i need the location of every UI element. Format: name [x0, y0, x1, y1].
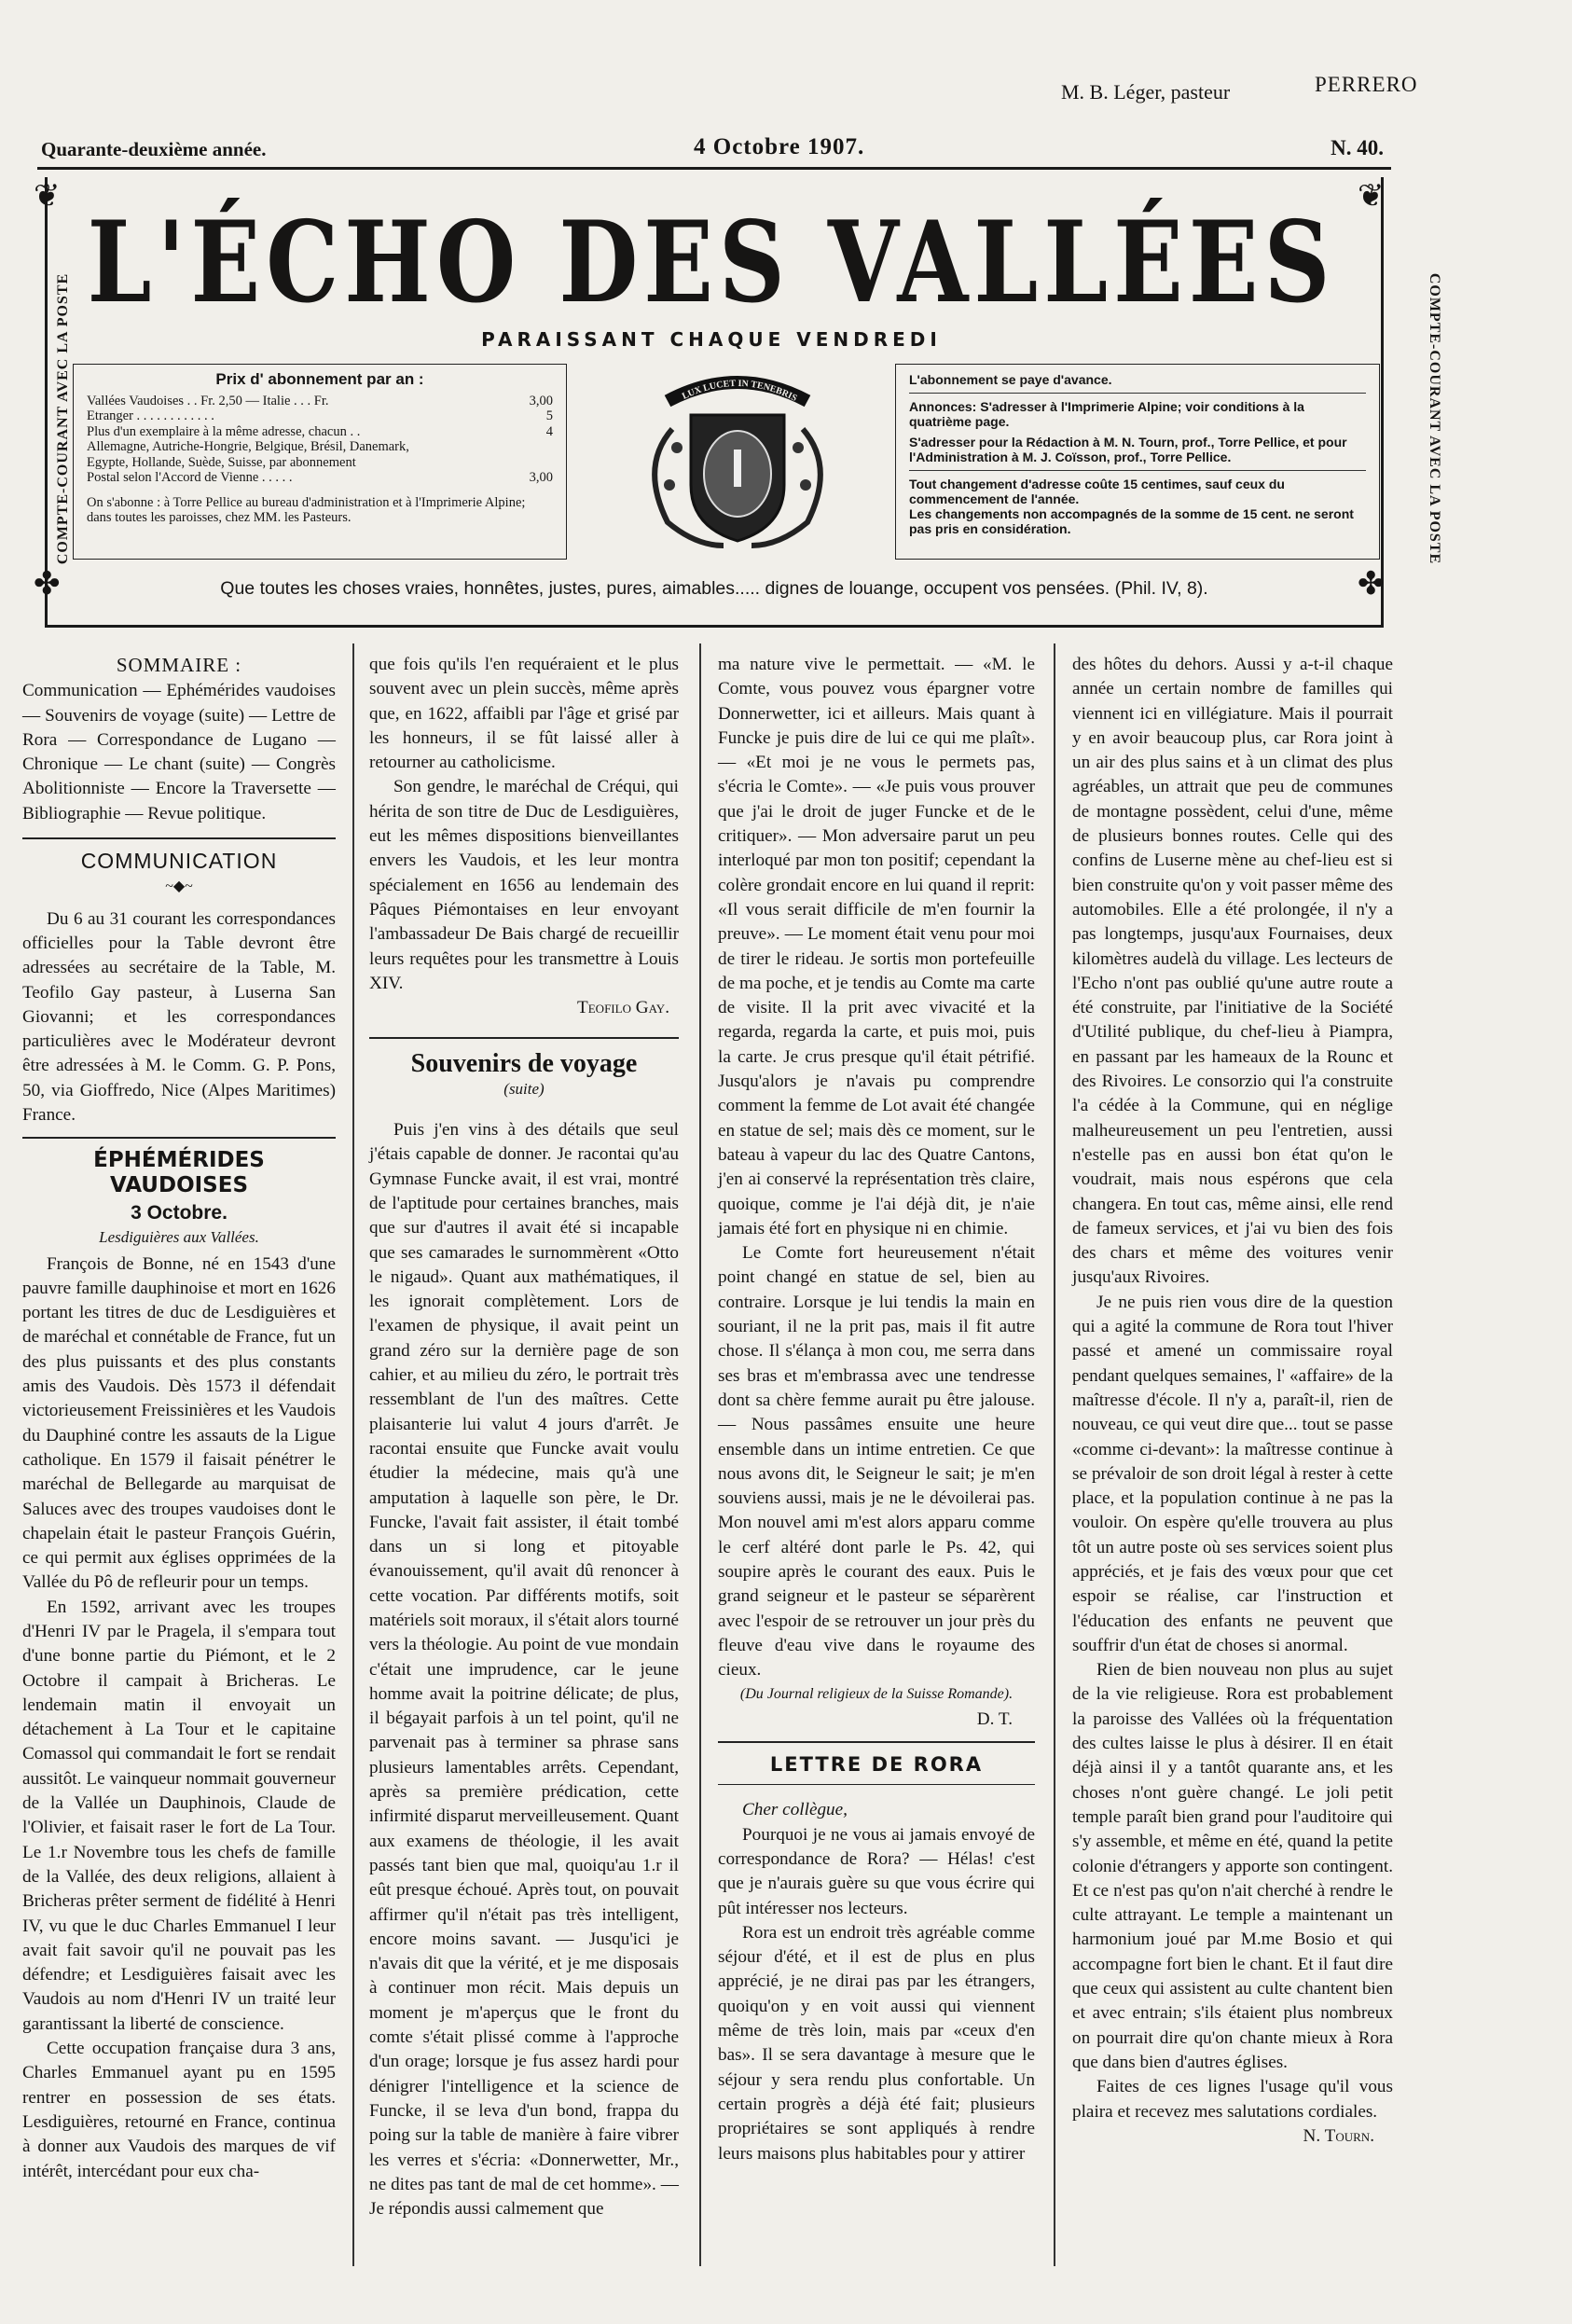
price-row: Postal selon l'Accord de Vienne . . . . . 3,00 [87, 470, 553, 485]
paragraph: Puis j'en vins à des détails que seul j'étais capable de donner. Je racontai qu'au Gymnase Funcke avait, il est vrai, montré de l'aptitude pour certaines branches, mais que sur d'autres il avait été si incapable que ses camarades le surnommèrent «Otto le nigaud». Quant aux mathématiques, il les ignorait complètement. Lors de l'examen de physique, il avait peint un grand zéro sur la dernière page de son cahier, et au milieu du zéro, le portrait très ressemblant de l'un des maîtres. Cette plaisanterie lui valut 4 jours d'arrêt. Je racontai ensuite que Funcke avait voulu étudier la médecine, mais qu'à une amputation à laquelle son père, le Dr. Funcke, l'avait fait assister, il était tombé dans un si long et pitoyable évanouissement, qu'il avait dû renoncer à cette vocation. Par différents motifs, soit matériels soit moraux, il s'était alors tourné vers la théologie. Au point de vue mondain c'était une imprudence, car le jeune homme avait la poitrine délicate; de plus, il bégayait parfois à un tel point, qu'il ne parvenait pas à terminer sa phrase sans plusieurs lamentables arrêts. Cependant, après sa première prédication, cette infirmité disparut merveilleusement. Quant aux examens de théologie, il les avait passés tant bien que mal, quoiqu'au 1.r il eût presque échoué. Après tout, on pouvait affirmer qu'il n'était pas très intelligent, encore moins savant. — Jusqu'ici je n'avais dit que la vérité, et je me disposais à continuer mon récit. Mais depuis un moment je m'aperçus que le front du comte s'était plissé comme à l'approche d'un orage; lorsque je fus assez hardi pour dénigrer l'intelligence et la science de Funcke, il se leva d'un bond, frappa du poing sur la table de manière à faire vibrer les verres et s'écria: «Donnerwetter, Mr., ne dites pas tant de mal de cet homme». — Je répondis aussi calmement que [369, 1120, 679, 2220]
sommaire-heading: SOMMAIRE : [116, 654, 242, 676]
column-4 [1072, 653, 1393, 2149]
corner-ornament-icon: ✤ [34, 567, 61, 602]
price-row: Etranger . . . . . . . . . . . . 5 [87, 408, 553, 423]
price-row: Vallées Vaudoises . . Fr. 2,50 — Italie . . . Fr. 3,00 [87, 393, 553, 408]
issue-year: Quarante-deuxième année. [41, 138, 267, 160]
communication-heading: COMMUNICATION [22, 837, 336, 873]
ornament-icon: ~◆~ [165, 878, 193, 895]
info-line: S'adresser pour la Rédaction à M. N. Tourn, prof., Torre Pellice, et pour l'Administration à M. J. Coïsson, prof., Torre Pellice. [909, 435, 1347, 464]
paragraph: Pourquoi je ne vous ai jamais envoyé de correspondance de Rora? — Hélas! c'est que je n'aurais guère su que vous écrire qui pût intéresser nos lecteurs. [718, 1824, 1035, 1918]
paragraph: Le Comte fort heureusement n'était point changé en statue de sel, bien au contraire. Lorsque je lui tendis la main en souriant, il ne la prit pas, mais il fit autre chose. Il s'élança à mon cou, me serra dans ses bras et m'embrassa avec une tendresse dont sa chère femme aurait pu être jalouse. — Nous passâmes ensuite une heure ensemble dans un intime entretien. Ce que nous avons dit, le Seigneur le sait; je m'en souviens aussi, mais je ne le dévoilerai pas. Mon nouvel ami m'est alors apparu comme le cerf altéré dont parle le Ps. 42, qui soupire après le courant des eaux. Puis le grand seigneur et le pasteur se séparèrent avec l'espoir de se retrouver un jour près du fleuve d'eau vive dans le royaume des cieux. [718, 1243, 1035, 1681]
corner-ornament-icon: ❦ [34, 179, 61, 214]
vaudois-emblem-icon [602, 364, 873, 560]
info-box [895, 364, 1380, 560]
paragraph: En 1592, arrivant avec les troupes d'Henri IV par le Pragela, il s'empara tout d'une bonne partie du Piémont, et le 2 Octobre il campait à Bricheras. Le lendemain matin il envoyait un détachement à La Tour et le capitaine Comassol qui commandait le fort se rendait aussitôt. Le vainqueur nommait gouverneur de la Vallée un Dauphinois, Claude de l'Olivier, et faisait raser le fort de La Tour. Le 1.r Novembre tous les chefs de famille de la Vallée, des deux religions, allaient à Bricheras prêter serment de fidélité à Henri IV, vu que le duc Charles Emmanuel I leur avait fait savoir qu'il ne pouvait pas les défendre; et Lesdiguières faisait avec les Vaudois au nom d'Henri IV un traité leur garantissant la liberté de conscience. [22, 1597, 336, 2034]
corner-ornament-icon: ❦ [1358, 179, 1385, 214]
emblem-motto: LUX LUCET IN TENEBRIS [680, 378, 799, 404]
column-rule [699, 643, 701, 2266]
subscription-places: On s'abonne : à Torre Pellice au bureau d'administration et à l'Imprimerie Alpine; dans toutes les paroisses, chez MM. les Pasteurs. [87, 494, 526, 525]
price-row: Plus d'un exemplaire à la même adresse, chacun . . 4 [87, 423, 553, 439]
subscription-header: Prix d' abonnement par an : [215, 370, 424, 388]
info-line: L'abonnement se paye d'avance. [909, 372, 1112, 387]
corner-ornament-icon: ✤ [1358, 567, 1385, 602]
masthead-motto: Que toutes les choses vraies, honnêtes, justes, pures, aimables..... dignes de louange, occupent vos pensées. (Phil. IV, 8). [220, 578, 1208, 599]
paragraph: Son gendre, le maréchal de Créqui, qui hérita de son titre de Duc de Lesdiguières, eut les mêmes dispositions bienveillantes envers les Vaudois, et les leur montra spécialement en 1656 au lendemain des Pâques Piémontaises en leur envoyant l'ambassadeur De Bais chargé de recueillir leurs requêtes pour les transmettre à Louis XIV. [369, 777, 679, 993]
info-line: Annonces: S'adresser à l'Imprimerie Alpine; voir conditions à la quatrième page. [909, 399, 1304, 429]
paragraph: ma nature vive le permettait. — «M. le Comte, vous pouvez vous épargner votre Donnerwetter, ici et ailleurs. Mais quant à Funcke je puis dire de lui ce qui me plaît». — «Et moi je ne vous le permets pas, s'écria le Comte». — «Je puis vous prouver que j'ai le droit de juger Funcke et de le critiquer». — Mon adversaire parut un peu interloqué par mon ton positif; cependant la colère grondait encore en lui quand il reprit: «Il vous serait difficile de m'en fournir la preuve». — Le moment était venu pour moi de tirer le rideau. Je sortis mon portefeuille de ma poche, et je tendis au Comte ma carte de visite. Il la prit avec vivacité et la regarda, regarda la carte, et puis moi, puis la carte. Je crus presque qu'il était pétrifié. Jusqu'alors je n'avais pu comprendre comment la femme de Lot avait été changée en statue de sel; mais dès ce moment, sur le bateau à vapeur du lac des Quatre Cantons, j'en ai conservé la représentation très claire, quoique, comme je l'ai déjà dit, je n'aie jamais été fort en physique ni en chimie. [718, 655, 1035, 1238]
handwritten-city: PERRERO [1315, 73, 1418, 96]
paragraph: Rora est un endroit très agréable comme séjour d'été, et il est de plus en plus apprécié, je ne dirai pas par les étrangers, quoiqu'on y en voit aussi qui viennent même de très loin, mais par «ceux d'en bas». Il se sera davantage à mesure que le séjour y sera rendu plus confortable. Un certain progrès a déjà été fait; plusieurs propriétaires se sont appliqués à rendre leurs maisons plus habitables pour y attirer [718, 1922, 1035, 2164]
source-note: (Du Journal religieux de la Suisse Romande). [739, 1686, 1014, 1703]
price-row: Allemagne, Autriche-Hongrie, Belgique, Brésil, Danemark, [87, 439, 409, 454]
issue-info-line [41, 131, 1384, 168]
price-row: Egypte, Hollande, Suède, Suisse, par abonnement [87, 454, 356, 470]
paragraph: François de Bonne, né en 1543 d'une pauvre famille dauphinoise et mort en 1626 portant les titres de duc de Lesdiguières et de maréchal et connétable de France, fut un des plus puissants et des plus constants amis des Vaudois. Dès 1573 il défendait victorieusement Freissinières et les Vaudois du Dauphiné contre les assauts de la Ligue catholique. En 1579 il faisait pénétrer le maréchal de Bellegarde au marquisat de Saluces avec des troupes vaudoises dont le chapelain était le pasteur François Guérin, ce qui permit aux églises opprimées de la Vallée du Pô de refleurir pour un temps. [22, 1253, 336, 1593]
paragraph: Rien de bien nouveau non plus au sujet de la vie religieuse. Rora est probablement la paroisse des Vallées où la fréquentation des cultes laisse le plus à désirer. Il en était déjà ainsi il y a tantôt quarante ans, et les choses n'ont guère changé. Le joli petit temple paraît bien grand pour l'auditoire qui s'y assemble, et même en été, quand la petite colonie d'étrangers y apporte son contingent. Et ce n'est pas qu'on n'ait cherché à rendre le culte attrayant. Le temple a maintenant un harmonium joué par M.me Bosio et qui accompagne fort bien le chant. Et il faut dire que ceux qui assistent au culte chantent bien et avec entrain; s'ils étaient plus nombreux on pourrait dire qu'on chante mieux à Rora que dans bien d'autres églises. [1072, 1660, 1393, 2072]
signature: D. T. [976, 1708, 1013, 1729]
newspaper-title: L'ÉCHO DES VALLÉES [87, 198, 1336, 329]
column-2 [369, 653, 679, 2221]
signature: N. Tourn. [1303, 2125, 1374, 2146]
info-line: Tout changement d'adresse coûte 15 centimes, sauf ceux du commencement de l'année. [909, 477, 1285, 506]
ephemerides-subtitle: Lesdiguières aux Vallées. [99, 1228, 259, 1247]
column-1 [22, 653, 336, 2184]
top-rule [37, 167, 1391, 170]
masthead [26, 177, 1442, 639]
column-rule [1054, 643, 1055, 2266]
salutation: Cher collègue, [742, 1800, 848, 1820]
handwritten-name: M. B. Léger, pasteur [1061, 80, 1231, 104]
souvenirs-heading: Souvenirs de voyage [369, 1037, 679, 1076]
column-3 [718, 653, 1035, 2166]
side-text-left: COMPTE-COURANT AVEC LA POSTE [55, 272, 71, 565]
signature: Teofilo Gay. [577, 998, 669, 1018]
paragraph: Faites de ces lignes l'usage qu'il vous plaira et recevez mes salutations cordiales. [1072, 2077, 1393, 2122]
side-text-right: COMPTE-COURANT AVEC LA POSTE [1427, 272, 1442, 565]
souvenirs-subtitle: (suite) [503, 1079, 545, 1098]
lettre-heading: LETTRE DE RORA [718, 1741, 1035, 1785]
ephemerides-date: 3 Octobre. [131, 1201, 228, 1224]
issue-date: 4 Octobre 1907. [694, 134, 865, 159]
subscription-box [73, 364, 567, 560]
sommaire-text: Communication — Ephémérides vaudoises — Souvenirs de voyage (suite) — Lettre de Rora — Correspondance de Lugano — Chronique — Le chant (suite) — Congrès Abolitionniste — Encore la Traversette — Bibliographie — Revue politique. [22, 681, 336, 823]
paragraph: Je ne puis rien vous dire de la question qui a agité la commune de Rora tout l'hiver passé et amené un commissaire royal pendant quelques semaines, l' «affaire» de la maîtresse d'école. Il n'y a, paraît-il, rien de nouveau, ce qui veut dire que... tout se passe «comme ci-devant»: la maîtresse continue à se prévaloir de son droit légal à rester à cette place, et la population continue à ne pas la vouloir. On espère qu'elle trouvera au plus tôt un autre poste où ses services soient plus appréciés, et je fais des vœux pour que cet espoir se réalise, car l'instruction et l'éducation des enfants ne peuvent que souffrir d'un état de choses si anormal. [1072, 1292, 1393, 1655]
paragraph: que fois qu'ils l'en requéraient et le plus souvent avec un plein succès, même après que, en 1622, affaibli par l'âge et grisé par les honneurs, il se fût laissé aller à retourner au catholicisme. [369, 655, 679, 773]
paragraph: Cette occupation française dura 3 ans, Charles Emmanuel ayant pu en 1595 rentrer en possession de ses états. Lesdiguières, retourné en France, continua à donner aux Vaudois des marques de vif intérêt, intercédant pour eux cha- [22, 2039, 336, 2181]
communication-text: Du 6 au 31 courant les correspondances officielles pour la Table devront être adressées au secrétaire de la Table, M. Teofilo Gay pasteur, à Luserna San Giovanni; et les correspondances particulières avec le Modérateur devront être adressées à M. le Comm. G. P. Pons, 50, via Gioffredo, Nice (Alpes Maritimes) France. [22, 908, 336, 1126]
newspaper-subtitle: PARAISSANT CHAQUE VENDREDI [481, 328, 942, 351]
info-line: Les changements non accompagnés de la somme de 15 cent. ne seront pas pris en considération. [909, 506, 1354, 536]
paragraph: des hôtes du dehors. Aussi y a-t-il chaque année un certain nombre de familles qui viennent ici en villégiature. Mais il pourrait y en avoir beaucoup plus, car Rora joint à un air des plus sains et à un climat des plus agréables, un attrait que peu de communes de montagne possèdent, celui d'une, même de plusieurs bonnes routes. Celle qui des confins de Luserne mène au chef-lieu est si bien construite qu'on y voit passer même des automobiles. Elle a été prolongée, il n'y a pas longtemps, jusqu'aux Fournaises, deux kilomètres audelà du village. Les lecteurs de l'Echo n'ont pas oublié qu'une autre route a été construite, par l'initiative de la Société d'Utilité publique, du chef-lieu à Piampra, en passant par les hameaux de la Rounc et des Rivoires. Le consorzio qui l'a construite l'a cédée à la Commune, qui en néglige malheureusement un peu l'entretien, aussi n'estelle pas en aussi bon état qu'on le voudrait, mais nous espérons que cela changera. En tout cas, même ainsi, elle rend de fameux services, et j'ai vu bien des fois des chars et même des voitures venir jusqu'aux Rivoires. [1072, 655, 1393, 1288]
ephemerides-heading: ÉPHÉMÉRIDES VAUDOISES [22, 1137, 336, 1197]
issue-number: N. 40. [1331, 136, 1384, 159]
column-rule [352, 643, 354, 2266]
